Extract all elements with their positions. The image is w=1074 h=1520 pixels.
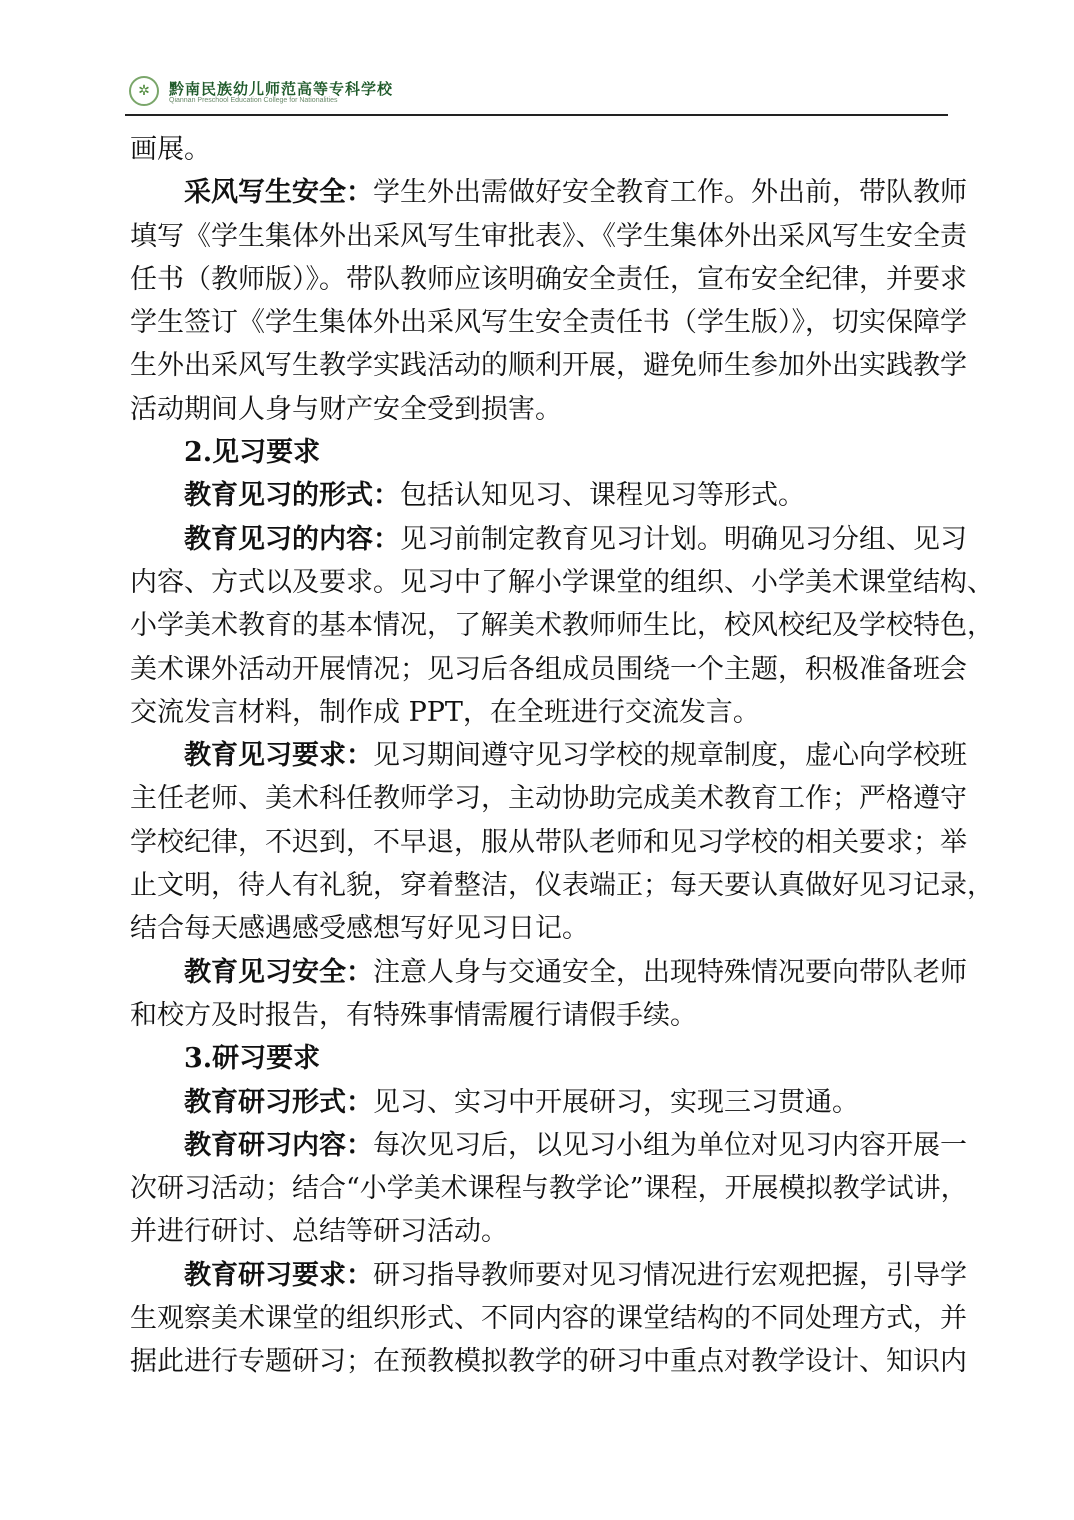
text-line — [130, 301, 967, 344]
text-line — [130, 821, 967, 864]
line-text: 学生签订《学生集体外出采风写生安全责任书（学生版）》，切实保障学 — [130, 307, 967, 339]
page-header — [125, 72, 948, 116]
text-line — [130, 734, 967, 777]
line-text: 生观察美术课堂的组织形式、不同内容的课堂结构的不同处理方式，并 — [130, 1303, 967, 1335]
text-line — [130, 1297, 967, 1340]
line-text: 每次见习后，以见习小组为单位对见习内容开展一 — [373, 1129, 967, 1161]
text-line — [130, 864, 994, 907]
line-text: 活动期间人身与财产安全受到损害。 — [130, 393, 562, 425]
line-text: 结合每天感遇感受感想写好见习日记。 — [130, 913, 589, 945]
line-text: 学生外出需做好安全教育工作。外出前，带队教师 — [373, 177, 967, 209]
line-text: 注意人身与交通安全，出现特殊情况要向带队老师 — [373, 956, 967, 988]
text-line — [130, 994, 946, 1037]
text-line — [130, 1081, 946, 1124]
text-line — [130, 388, 946, 431]
line-text: 次研习活动；结合“小学美术课程与教学论”课程，开展模拟教学试讲， — [130, 1173, 968, 1205]
text-line — [130, 1210, 946, 1253]
line-text: 学校纪律，不迟到，不早退，服从带队老师和见习学校的相关要求；举 — [130, 826, 967, 858]
text-line — [130, 907, 946, 950]
line-text: 主任老师、美术科任教师学习，主动协助完成美术教育工作；严格遵守 — [130, 783, 967, 815]
line-text: 交流发言材料，制作成 PPT，在全班进行交流发言。 — [130, 696, 760, 728]
line-text: 任书（教师版）》。带队教师应该明确安全责任，宣布安全纪律，并要求 — [130, 263, 967, 295]
section-heading: 2.见习要求 — [184, 437, 321, 469]
paragraph-lead: 教育见习的内容： — [184, 523, 400, 555]
text-line — [130, 344, 967, 387]
text-line — [130, 777, 967, 820]
line-text: 见习、实习中开展研习，实现三习贯通。 — [373, 1086, 859, 1118]
line-text: 和校方及时报告，有特殊事情需履行请假手续。 — [130, 999, 697, 1031]
school-name-en: Qiannan Preschool Education College for Nationalities — [169, 97, 338, 104]
line-text: 据此进行专题研习；在预教模拟教学的研习中重点对教学设计、知识内 — [130, 1346, 967, 1378]
paragraph-lead: 教育研习内容： — [184, 1129, 373, 1161]
text-line — [130, 604, 994, 647]
text-line — [130, 431, 946, 474]
text-line — [130, 128, 946, 171]
text-line — [130, 1340, 967, 1383]
text-line — [130, 1124, 967, 1167]
text-line — [130, 171, 967, 214]
line-text: 画展。 — [130, 134, 211, 165]
paragraph-lead: 教育见习的形式： — [184, 480, 400, 512]
text-line — [130, 1167, 968, 1210]
text-line — [130, 518, 967, 561]
line-text: 并进行研讨、总结等研习活动。 — [130, 1216, 508, 1248]
line-text: 内容、方式以及要求。见习中了解小学课堂的组织、小学美术课堂结构、 — [130, 566, 994, 598]
paragraph-lead: 教育见习安全： — [184, 956, 373, 988]
text-line — [130, 1254, 967, 1297]
school-logo-icon: ✲ — [129, 76, 159, 106]
text-line — [130, 561, 994, 604]
text-line — [130, 691, 946, 734]
section-heading: 3.研习要求 — [184, 1043, 321, 1075]
line-text: 研习指导教师要对见习情况进行宏观把握，引导学 — [373, 1259, 967, 1291]
text-line — [130, 258, 967, 301]
text-line — [130, 951, 967, 994]
paragraph-lead: 采风写生安全： — [184, 177, 373, 209]
paragraph-lead: 教育研习要求： — [184, 1259, 373, 1291]
line-text: 填写《学生集体外出采风写生审批表》、《学生集体外出采风写生安全责 — [130, 220, 967, 252]
line-text: 生外出采风写生教学实践活动的顺利开展，避免师生参加外出实践教学 — [130, 350, 967, 382]
paragraph-lead: 教育见习要求： — [184, 740, 373, 772]
document-body — [130, 128, 994, 1384]
line-text: 小学美术教育的基本情况，了解美术教师师生比，校风校纪及学校特色， — [130, 610, 994, 642]
line-text: 止文明，待人有礼貌，穿着整洁，仪表端正；每天要认真做好见习记录， — [130, 870, 994, 902]
text-line — [130, 474, 946, 517]
line-text: 包括认知见习、课程见习等形式。 — [400, 480, 805, 512]
text-line — [130, 648, 967, 691]
line-text: 见习前制定教育见习计划。明确见习分组、见习 — [400, 523, 967, 555]
line-text: 美术课外活动开展情况；见习后各组成员围绕一个主题，积极准备班会 — [130, 653, 967, 685]
school-name-cn: 黔南民族幼儿师范高等专科学校 — [169, 80, 394, 98]
text-line — [130, 1037, 946, 1080]
line-text: 见习期间遵守见习学校的规章制度，虚心向学校班 — [373, 740, 967, 772]
text-line — [130, 215, 967, 258]
paragraph-lead: 教育研习形式： — [184, 1086, 373, 1118]
